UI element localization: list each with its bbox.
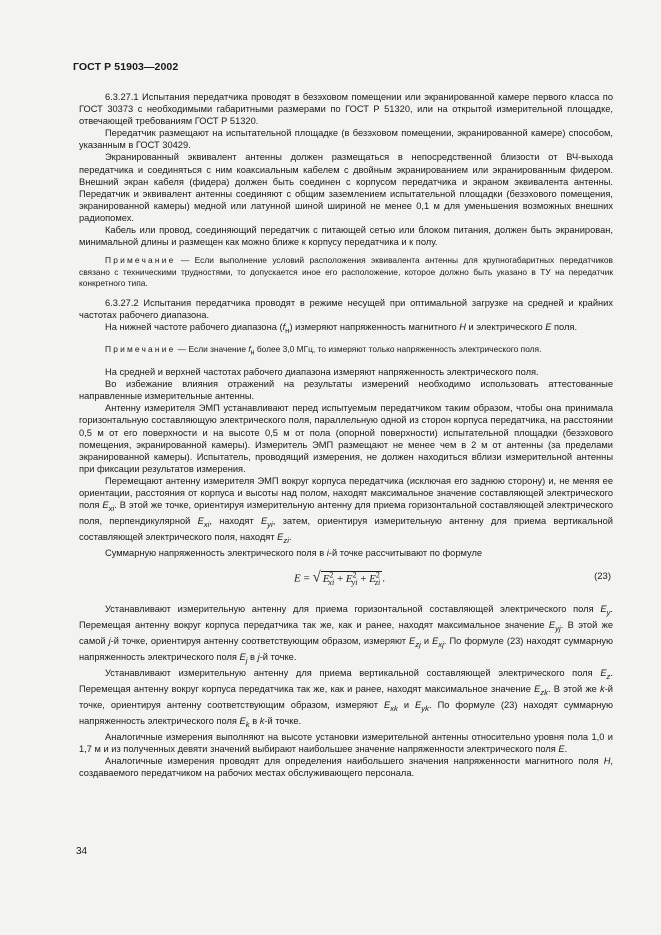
radicand: $E^2_{xi} + E^2_{yi} + E^2_{zi}$ <box>322 570 381 587</box>
note-2: Примечание — Если значение $f_н$ более 3,0 МГц, то измеряют только напряженность электрического поля. <box>105 343 542 357</box>
paragraph: На средней и верхней частотах рабочего диапазона измеряют напряженность электрического поля. <box>105 367 539 378</box>
formula-expression: E = √ $E^2_{xi} + E^2_{yi} + E^2_{zi}$ . <box>294 569 385 587</box>
paragraph: Устанавливают измерительную антенну для приема вертикальной составляющей электрического поля $E_z$. Перемещая антенну вокруг корпуса передатчика так же, как и ранее, находят максимальное значение $E_{zk}$. В этой же k-й точке, ориентируя антенну соответствующим образом, измеряют $E_{xk}$ и $E_{yk}$. По формуле (23) находят суммарную напряженность электрического поля $E_k$ в k-й точке. <box>79 667 614 729</box>
note-label: Примечание <box>105 343 176 354</box>
paragraph: Перемещают антенну измерителя ЭМП вокруг корпуса передатчика (исключая его заднюю сторону) и, не меняя ее ориентации, расстояния от корпуса и высоты над полом, находят максимальное значение составляющей электрического поля $E_{xi}$. В этой же точке, ориентируя измерительную антенну для приема горизонтальной составляющей электрического поля, перпендикулярной $E_{xi}$, находят $E_{yi}$, затем, ориентируя измерительную антенну для приема вертикальной составляющей электрического поля, находят $E_{zi}$. <box>79 475 613 545</box>
paragraph: Суммарную напряженность электрического поля в i-й точке рассчитывают по формуле <box>105 547 483 558</box>
paragraph: Устанавливают измерительную антенну для приема горизонтальной составляющей электрического поля $E_y$. Перемещая антенну вокруг корпуса передатчика так же, как и ранее, находят максимальное значение $E_{yj}$. В этой же самой j-й точке, ориентируя антенну соответствующим образом, измеряют $E_{zj}$ и $E_{xj}$. По формуле (23) находят суммарную напряженность электрического поля $E_j$ в j-й точке. <box>79 604 613 665</box>
document-body <box>79 91 613 779</box>
paragraph: Во избежание влияния отражений на результаты измерений необходимо использовать аттестованные направленные измерительные антенны. <box>79 379 613 402</box>
standard-header: ГОСТ Р 51903—2002 <box>73 61 179 73</box>
paragraph: Передатчик размещают на испытательной площадке (в безэховом помещении, экранированной камере) способом, указанным в ГОСТ 30429. <box>79 128 613 151</box>
paragraph-6-3-27-1: 6.3.27.1 Испытания передатчика проводят в безэховом помещении или экранированной камере первого класса по ГОСТ 30373 с необходимыми габаритными размерами по ГОСТ Р 51320, или на открытой измерительной площадке, отвечающей требованиям ГОСТ Р 51320. <box>79 92 613 127</box>
paragraph: Аналогичные измерения проводят для определения наибольшего значения напряженности магнитного поля H, создаваемого передатчиком на рабочих местах обслуживающего персонала. <box>79 755 613 778</box>
paragraph: Антенну измерителя ЭМП устанавливают перед испытуемым передатчиком таким образом, чтобы она принимала горизонтальную составляющую электрического поля, параллельную одной из сторон корпуса передатчика, на расстоянии 0,5 м от его поверхности и на высоте 0,5 м от пола (опорной поверхности) испытательной площадки (безэхового помещения, экранированной камеры). Измеритель ЭМП размещают не менее чем в 2 м от антенны (за пределами экранированной камеры). Испытатель, проводящий измерения, не должен находиться вблизи измерительной антенны при фиксации результатов измерения. <box>79 403 613 474</box>
page-number: 34 <box>76 846 88 857</box>
note-text: — Если выполнение условий расположения эквивалента антенны для крупногабаритных передатчиков связано с техническими трудностями, то допускается иное его расположение, которое должно быть указано в ТУ на передатчик конкретного типа. <box>79 255 613 289</box>
paragraph: Аналогичные измерения выполняют на высоте установки измерительной антенны относительно уровня пола 1,0 и 1,7 м и из полученных девяти значений выбирают наибольшее значение напряженности электрического поля E. <box>79 731 613 754</box>
paragraph-6-3-27-2: 6.3.27.2 Испытания передатчика проводят в режиме несущей при оптимальной загрузке на средней и крайних частотах рабочего диапазона. <box>79 297 613 320</box>
paragraph: Экранированный эквивалент антенны должен размещаться в непосредственной близости от ВЧ-выхода передатчика и соединяться с ним коаксиальным кабелем с двойным экранированием или экранированным фидером. Внешний экран кабеля (фидера) должен быть соединен с корпусом передатчика и экраном эквивалента антенны. Передатчик и эквивалент антенны соединяют с общим заземлением испытательной площадки (безэхового помещения, экранированной камеры) медной или латунной шиной шириной не менее 0,1 м для уменьшения возможных внешних радиопомех. <box>79 152 613 223</box>
note-label: Примечание <box>105 255 176 266</box>
paragraph: На нижней частоте рабочего диапазона $(f_н)$ измеряют напряженность магнитного H и электрического E поля. <box>105 321 578 335</box>
formula-number: (23) <box>594 571 611 583</box>
formula-23 <box>79 565 613 599</box>
paragraph: Кабель или провод, соединяющий передатчик с питающей сетью или блоком питания, должен быть экранирован, минимальной длины и размещен как можно ближе к корпусу передатчика и к полу. <box>79 225 613 248</box>
note-1 <box>79 255 613 290</box>
